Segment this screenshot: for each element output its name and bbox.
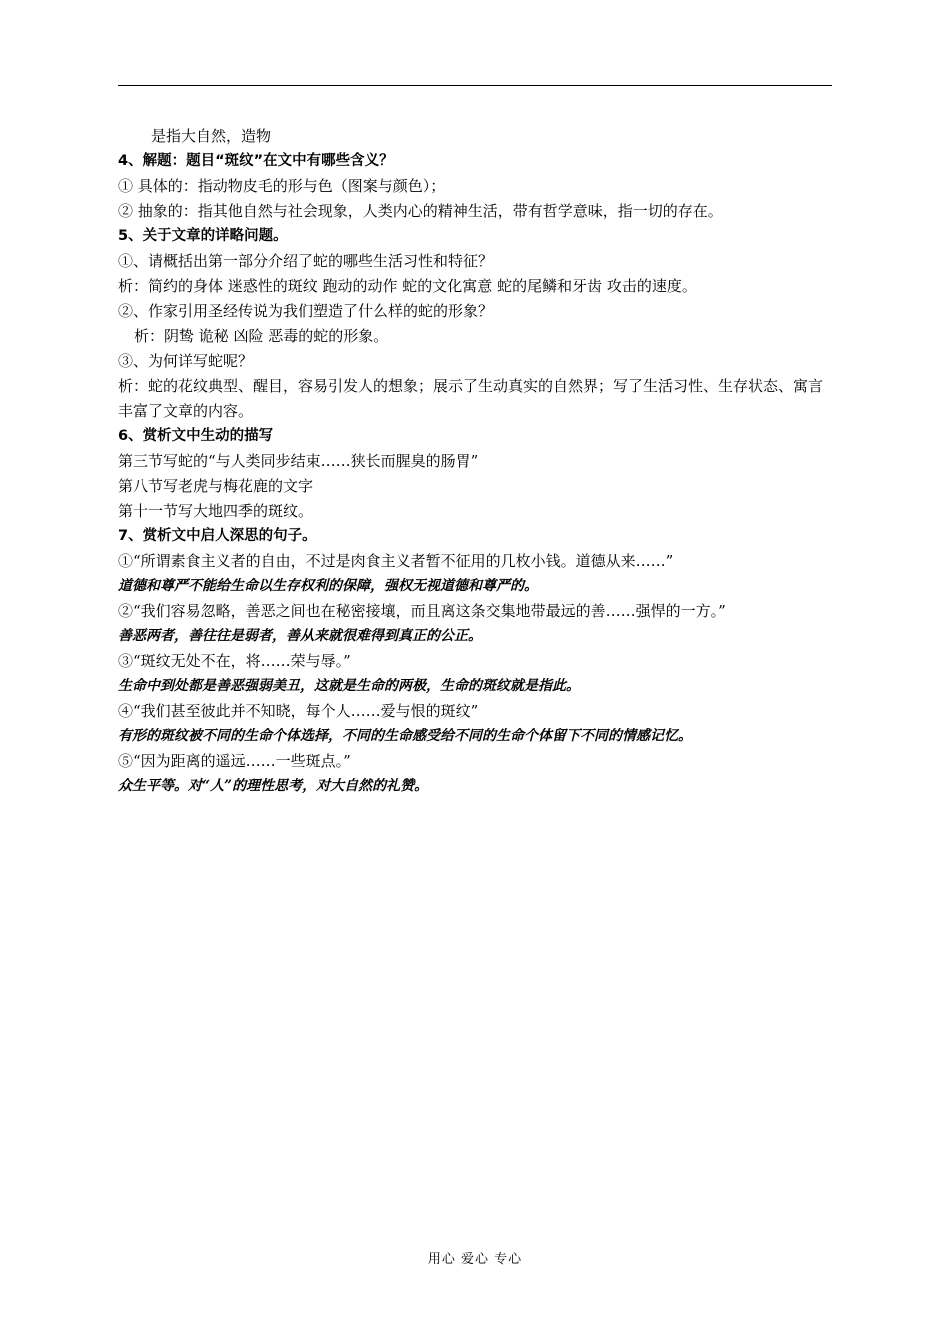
analysis-line: 生命中到处都是善恶强弱美丑，这就是生命的两极，生命的斑纹就是指此。 <box>118 678 580 694</box>
quote-line: ⑤“因为距离的遥远……一些斑点。” <box>118 752 351 770</box>
text-line: ② 抽象的：指其他自然与社会现象，人类内心的精神生活，带有哲学意味，指一切的存在。 <box>118 202 723 220</box>
text-line: 第三节写蛇的“与人类同步结束……狭长而腥臭的肠胃” <box>118 452 479 470</box>
quote-line: ②“我们容易忽略，善恶之间也在秘密接壤，而且离这条交集地带最远的善……强悍的一方。” <box>118 602 726 620</box>
analysis-line: 善恶两者，善往往是弱者，善从来就很难得到真正的公正。 <box>118 628 482 644</box>
text-line: ①、请概括出第一部分介绍了蛇的哪些生活习性和特征？ <box>118 252 494 270</box>
section-heading: 6、赏析文中生动的描写 <box>118 428 274 444</box>
page-footer: 用心 爱心 专心 <box>427 1252 523 1267</box>
text-line: 第八节写老虎与梅花鹿的文字 <box>118 477 314 495</box>
section-heading: 4、解题：题目“斑纹”在文中有哪些含义？ <box>118 153 394 169</box>
text-line: 是指大自然，造物 <box>151 127 272 145</box>
quote-line: ③“斑纹无处不在，将……荣与辱。” <box>118 652 351 670</box>
analysis-line: 有形的斑纹被不同的生命个体选择，不同的生命感受给不同的生命个体留下不同的情感记忆。 <box>118 728 692 744</box>
analysis-line: 众生平等。对“人”的理性思考，对大自然的礼赞。 <box>118 778 429 794</box>
analysis-line: 道德和尊严不能给生命以生存权利的保障，强权无视道德和尊严的。 <box>118 578 538 594</box>
quote-line: ①“所谓素食主义者的自由，不过是肉食主义者暂不征用的几枚小钱。道德从来……” <box>118 552 674 570</box>
section-heading: 7、赏析文中启人深思的句子。 <box>118 528 317 544</box>
text-line: ②、作家引用圣经传说为我们塑造了什么样的蛇的形象？ <box>118 302 494 320</box>
section-heading: 5、关于文章的详略问题。 <box>118 228 288 244</box>
header-rule <box>118 85 832 86</box>
text-line: 析：阴鸷 诡秘 凶险 恶毒的蛇的形象。 <box>134 327 389 345</box>
text-line: 第十一节写大地四季的斑纹。 <box>118 502 314 520</box>
text-paragraph: 析：蛇的花纹典型、醒目，容易引发人的想象；展示了生动真实的自然界；写了生活习性、生存状态、寓言丰富了文章的内容。 <box>118 377 824 420</box>
text-line: ③、为何详写蛇呢？ <box>118 352 254 370</box>
document-body <box>118 124 834 799</box>
text-line: ① 具体的：指动物皮毛的形与色（图案与颜色）； <box>118 177 446 195</box>
quote-line: ④“我们甚至彼此并不知晓，每个人……爱与恨的斑纹” <box>118 702 479 720</box>
text-line: 析：简约的身体 迷惑性的斑纹 跑动的动作 蛇的文化寓意 蛇的尾鳞和牙齿 攻击的速度。 <box>118 277 697 295</box>
